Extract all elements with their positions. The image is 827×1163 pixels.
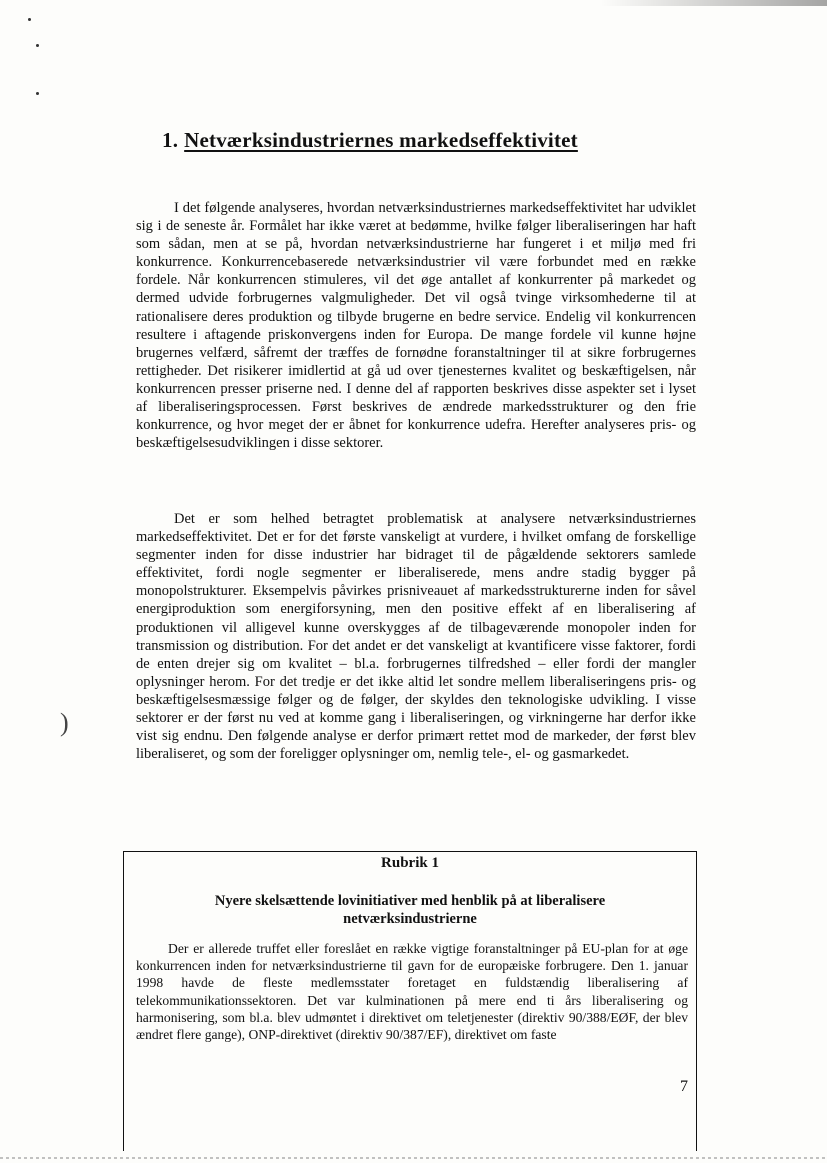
info-box-label: Rubrik 1 xyxy=(381,855,439,871)
scan-speck xyxy=(36,92,39,95)
info-box-title: Nyere skelsættende lovinitiativer med henblik på at liberalisere netværksindustrierne xyxy=(214,893,606,927)
scan-bottom-edge xyxy=(0,1157,827,1159)
scan-edge-shadow xyxy=(600,0,827,6)
section-number: 1. xyxy=(162,128,179,152)
section-title: Netværksindustriernes markedseffektivitet xyxy=(184,128,578,152)
page-number: 7 xyxy=(680,1078,688,1095)
section-heading xyxy=(162,128,578,153)
scan-speck xyxy=(36,44,39,47)
scan-artifact-paren: ) xyxy=(60,708,69,737)
body-paragraph-2: Det er som helhed betragtet problematisk at analysere netværksindustriernes markedseffektivitet. Det er for det første vanskeligt at vurdere, i hvilket omfang de forskellige segmenter inden for disse industrier har bidraget til de pågældende sektorers samlede effektivitet, fordi nogle segmenter er liberaliserede, mens andre stadig bygger på monopolstrukturer. Eksempelvis påvirkes prisniveauet af markedsstrukturerne inden for såvel energiproduktion som energiforsyning, men den positive effekt af en liberalisering af produktionen vil alligevel kunne overskygges af de tilbageværende monopoler inden for transmission og distribution. For det andet er det vanskeligt at kvantificere visse faktorer, fordi de enten drejer sig om kvalitet – bl.a. forbrugernes tilfredshed – eller fordi der mangler oplysninger herom. For det tredje er det ikke altid let sondre mellem liberaliseringens pris- og beskæftigelsesmæssige følger og de følger, der skyldes den teknologiske udvikling. I visse sektorer er der først nu ved at komme gang i liberaliseringen, og virkningerne har derfor ikke vist sig endnu. Den følgende analyse er derfor primært rettet mod de markeder, der først blev liberaliseret, og som der foreligger oplysninger om, nemlig tele-, el- og gasmarkedet. xyxy=(136,511,696,763)
scan-speck xyxy=(28,18,31,21)
body-paragraph-1: I det følgende analyseres, hvordan netværksindustriernes markedseffektivitet har udviklet sig i de seneste år. Formålet har ikke været at bedømme, hvilke følger liberaliseringen har haft som sådan, men at se på, hvordan netværksindustrierne har fungeret i et miljø med fri konkurrence. Konkurrencebaserede netværksindustrier vil være forbundet med en række fordele. Når konkurrencen stimuleres, vil det øge antallet af konkurrenter på markedet og dermed udvide forbrugernes valgmuligheder. Det vil også tvinge virksomhederne til at rationalisere deres produktion og tilbyde brugerne en bedre service. Endelig vil konkurrencen resultere i aftagende priskonvergens inden for Europa. De mange fordele vil kunne højne brugernes velfærd, såfremt der træffes de fornødne foranstaltninger til at sikre forbrugernes rettigheder. Det risikerer imidlertid at gå ud over tjenesternes kvalitet og beskæftigelsen, når konkurrencen presser priserne ned. I denne del af rapporten beskrives disse aspekter set i lyset af liberaliseringsprocessen. Først beskrives de ændrede markedsstrukturer og den frie konkurrence, og hvor meget der er åbnet for konkurrence udefra. Herefter analyseres pris- og beskæftigelsesudviklingen i disse sektorer. xyxy=(136,200,696,452)
info-box-text: Der er allerede truffet eller foreslået en række vigtige foranstaltninger på EU-plan for at øge konkurrencen inden for netværksindustrierne til gavn for de europæiske forbrugere. Den 1. januar 1998 havde de fleste medlemsstater foretaget en fuldstændig liberalisering af telekommunikationssektoren. Det var kulminationen på mere end ti års liberalisering og harmonisering, som bl.a. blev udmøntet i direktivet om teletjenester (direktiv 90/388/EØF, der blev ændret flere gange), ONP-direktivet (direktiv 90/387/EF), direktivet om faste xyxy=(136,941,688,1043)
info-box xyxy=(123,851,697,1151)
